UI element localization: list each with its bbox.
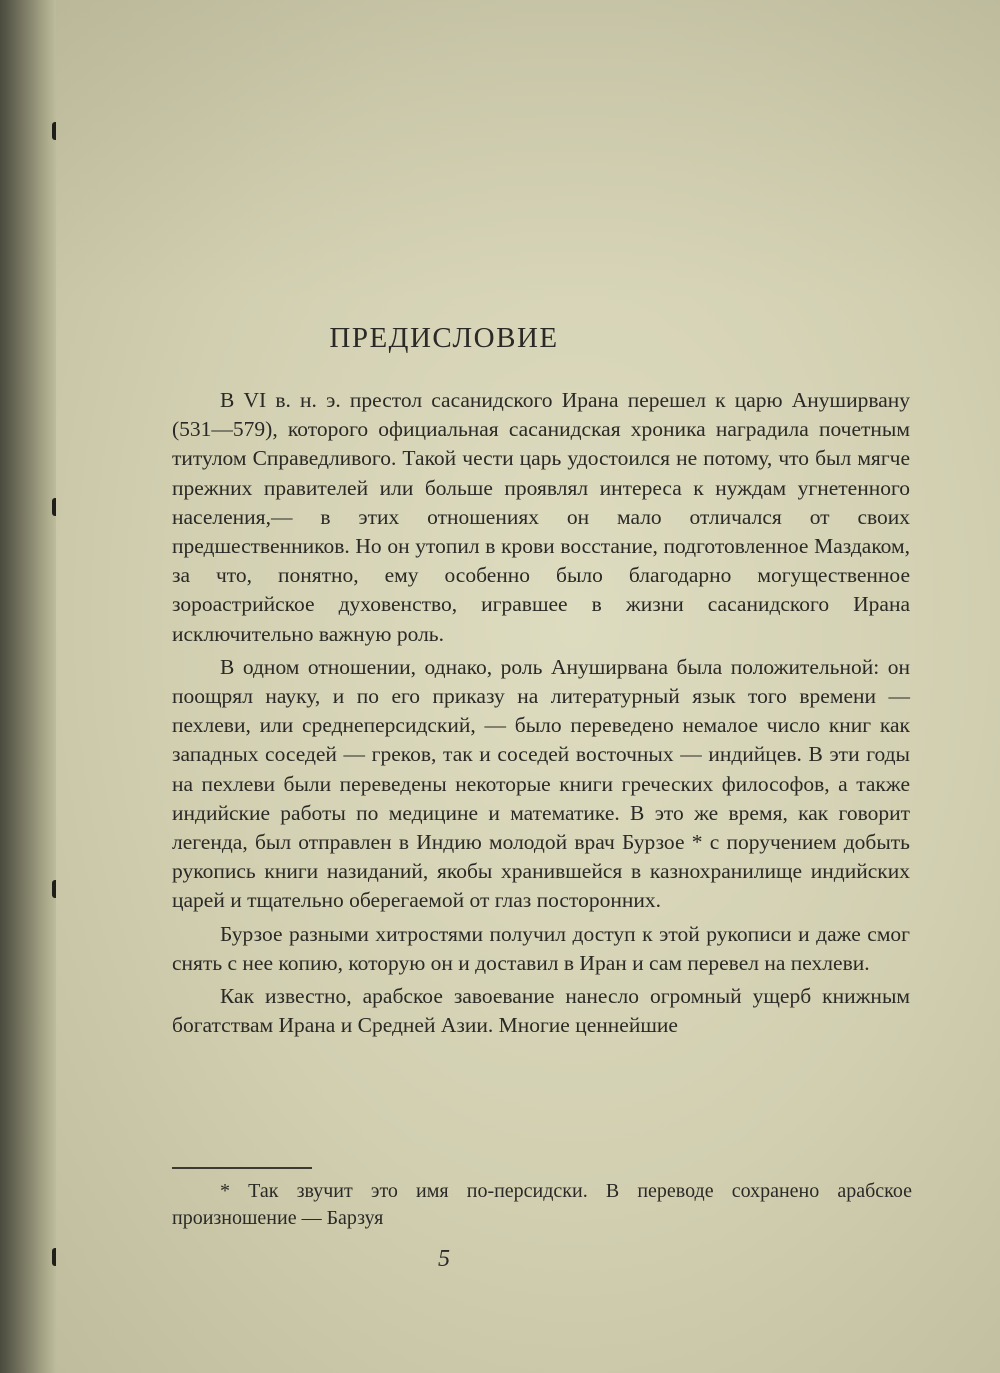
page-number: 5 — [438, 1246, 450, 1272]
page-title: ПРЕДИСЛОВИЕ — [329, 322, 559, 354]
book-spine — [0, 0, 56, 1373]
body-text — [172, 386, 910, 1044]
paragraph: Как известно, арабское завоевание нанесло огромный ущерб книжным богатствам Ирана и Средней Азии. Многие ценнейшие — [172, 984, 910, 1038]
paragraph: В VI в. н. э. престол сасанидского Ирана перешел к царю Ануширвану (531—579), которого официальная сасанидская хроника наградила почетным титулом Справедливого. Такой чести царь удостоился не потому, что был мягче прежних правителей или больше проявлял интереса к нуждам угнетенного населения,— в этих отношениях он мало отличался от своих предшественников. Но он утопил в крови восстание, подготовленное Маздаком, за что, понятно, ему особенно было благодарно могущественное зороастрийское духовенство, игравшее в жизни сасанидского Ирана исключительно важную роль. — [172, 388, 910, 646]
paragraph: Бурзое разными хитростями получил доступ к этой рукописи и даже смог снять с нее копию, которую он и доставил в Иран и сам перевел на пехлеви. — [172, 921, 910, 975]
paragraph: В одном отношении, однако, роль Ануширвана была положительной: он поощрял науку, и по его приказу на литературный язык того времени — пехлеви, или среднеперсидский, — было переведено немалое число книг как западных соседей — греков, так и соседей восточных — индийцев. В эти годы на пехлеви были переведены некоторые книги греческих философов, а также индийские работы по медицине и математике. В это же время, как говорит легенда, был отправлен в Индию молодой врач Бурзое * с поручением добыть рукопись книги назиданий, якобы хранившейся в казнохранилище индийских царей и тщательно оберегаемой от глаз посторонних. — [172, 654, 910, 913]
footnote: * Так звучит это имя по-персидски. В переводе сохранено арабское произношение — Барзуя — [172, 1180, 912, 1229]
footnote-divider — [172, 1167, 312, 1169]
